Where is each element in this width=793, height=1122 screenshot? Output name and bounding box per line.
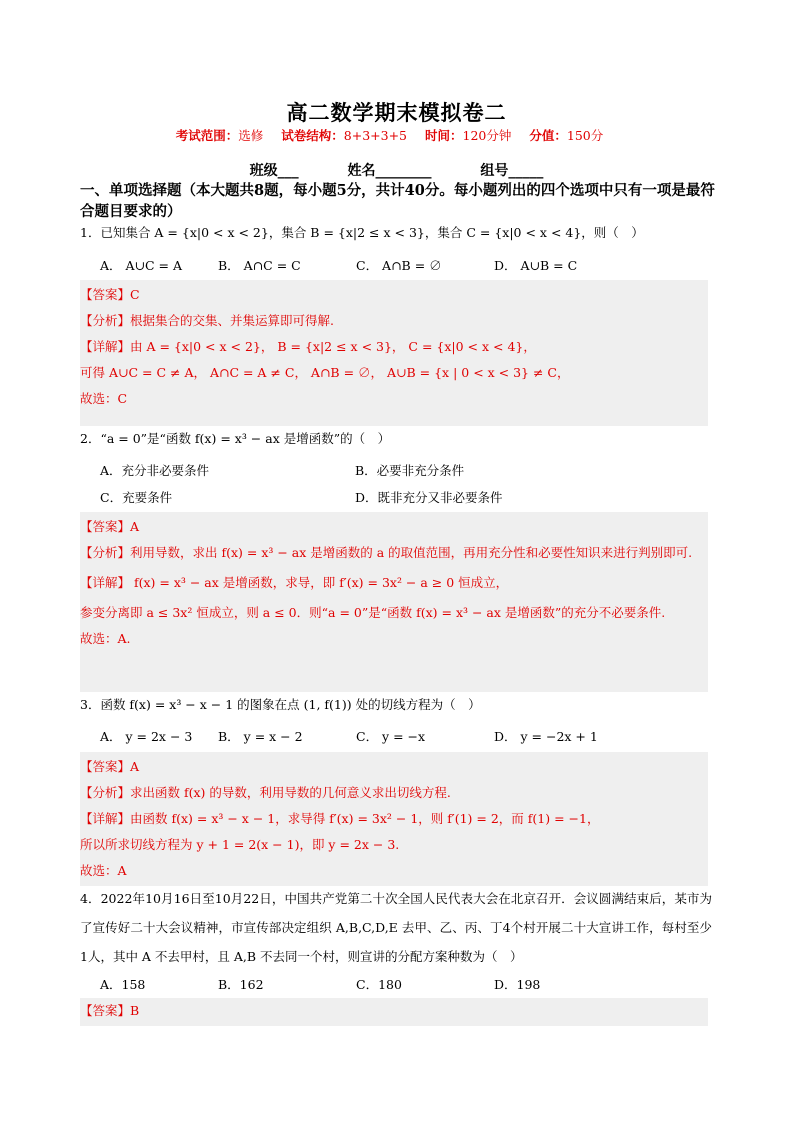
question-3-answer-box [80,752,708,886]
option-a: A． y = 2x − 3 [100,729,193,744]
detail-line: 【详解】由 A = {x|0 < x < 2}， B = {x|2 ≤ x < 3}， C = {x|0 < x < 4}， [80,339,536,354]
student-info-line [0,160,793,180]
analysis: 【分析】根据集合的交集、并集运算即可得解. [80,313,334,328]
question-1-answer-box [80,280,708,426]
section-heading: 一、单项选择题（本大题共8题，每小题5分，共计40分。每小题列出的四个选项中只有一项是最符合题目要求的） [80,182,715,220]
question-4-answer-box [80,998,708,1026]
answer: 【答案】C [80,287,140,302]
option-a: A．充分非必要条件 [100,463,210,478]
range-label: 考试范围： [175,128,239,143]
structure-value: 8+3+3+5 [343,128,408,143]
detail-line: 【详解】 f(x) = x³ − ax 是增函数，求导，即 f′(x) = 3x² − a ≥ 0 恒成立， [80,575,509,590]
option-c: C． A∩B = ∅ [356,258,442,273]
detail-line: 【详解】由函数 f(x) = x³ − x − 1，求导得 f′(x) = 3x² − 1，则 f′(1) = 2，而 f(1) = −1， [80,811,600,826]
detail-line: 故选：A [80,863,127,878]
question-2-answer-box [80,512,708,692]
question-4-options [100,975,712,993]
detail-line: 故选：A. [80,631,131,646]
question-3-stem: 3．函数 f(x) = x³ − x − 1 的图象在点 (1, f(1)) 处的切线方程为（ ） [80,697,481,712]
structure-label: 试卷结构： [281,128,344,143]
question-3-options [100,727,712,745]
option-d: D．既非充分又非必要条件 [355,490,503,505]
detail-line: 可得 A∪C = C ≠ A， A∩C = A ≠ C， A∩B = ∅， A∪B = {x | 0 < x < 3} ≠ C， [80,365,570,380]
group-field: 组号_____ [480,163,544,179]
option-d: D． y = −2x + 1 [494,729,598,744]
option-d: D．198 [494,977,541,992]
option-a: A． A∪C = A [100,258,183,273]
option-b: B． A∩C = C [218,258,301,273]
time-value: 120分钟 [462,128,512,143]
answer: 【答案】B [80,1003,140,1018]
time-label: 时间： [425,128,463,143]
option-d: D． A∪B = C [494,258,578,273]
score-label: 分值： [529,128,567,143]
question-1-stem: 1．已知集合 A = {x|0 < x < 2}，集合 B = {x|2 ≤ x < 3}，集合 C = {x|0 < x < 4}，则（ ） [80,225,644,240]
detail-line: 参变分离即 a ≤ 3x² 恒成立，则 a ≤ 0．则“a = 0”是“函数 f(x) = x³ − ax 是增函数”的充分不必要条件. [80,605,666,620]
question-2-options-row2 [100,488,712,506]
page-title: 高二数学期末模拟卷二 [286,100,507,125]
option-b: B．必要非充分条件 [355,463,465,478]
option-c: C．充要条件 [100,490,173,505]
score-value: 150分 [566,128,604,143]
range-value: 选修 [238,128,264,143]
class-field: 班级___ [249,163,299,179]
option-c: C．180 [356,977,402,992]
question-1-options [100,256,712,274]
question-4-stem: 4．2022年10月16日至10月22日，中国共产党第二十次全国人民代表大会在北京召开．会议圆满结束后，某市为了宣传好二十大会议精神，市宣传部决定组织 A,B,C,D,E 去甲、乙、丙、丁4个村开展二十大宣讲工作，每村至少1人，其中 A 不去甲村，且 A,B 不去同一个村，则宣讲的分配方案种数为（ ） [80,891,712,964]
option-b: B．162 [218,977,264,992]
option-c: C． y = −x [356,729,426,744]
answer: 【答案】A [80,519,140,534]
answer: 【答案】A [80,759,140,774]
detail-line: 故选：C [80,391,128,406]
analysis: 【分析】求出函数 f(x) 的导数，利用导数的几何意义求出切线方程. [80,785,451,800]
option-b: B． y = x − 2 [218,729,303,744]
exam-meta [0,126,793,144]
detail-line: 所以所求切线方程为 y + 1 = 2(x − 1)，即 y = 2x − 3. [80,837,400,852]
analysis: 【分析】利用导数，求出 f(x) = x³ − ax 是增函数的 a 的取值范围，再用充分性和必要性知识来进行判别即可. [80,545,693,560]
option-a: A．158 [100,977,146,992]
question-2-options [100,461,712,479]
question-2-stem: 2．“a = 0”是“函数 f(x) = x³ − ax 是增函数”的（ ） [80,431,391,446]
name-field: 姓名________ [347,163,432,179]
